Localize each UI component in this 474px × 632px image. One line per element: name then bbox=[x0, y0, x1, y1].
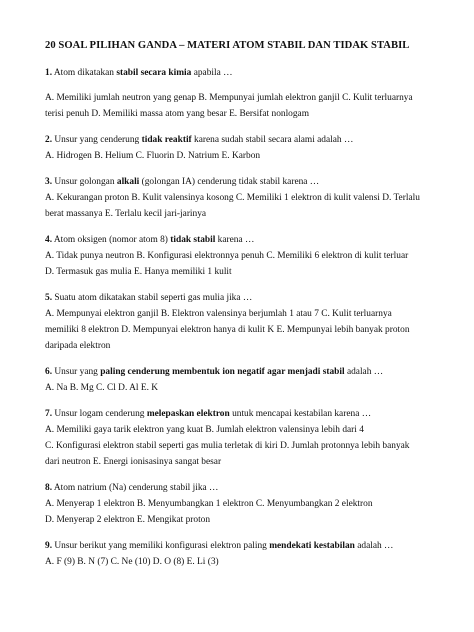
question-stem: 8. Atom natrium (Na) cenderung stabil jika … bbox=[45, 483, 219, 493]
question-options-line: A. Memiliki gaya tarik elektron yang kuat B. Jumlah elektron valensinya lebih dari 4 bbox=[45, 425, 364, 435]
stem-emphasis: alkali bbox=[116, 177, 140, 187]
question-options-line: D. Menyerap 2 elektron E. Mengikat proton bbox=[45, 515, 211, 525]
document-title: 20 SOAL PILIHAN GANDA – MATERI ATOM STABIL DAN TIDAK STABIL bbox=[45, 40, 410, 51]
question-options-line: daripada elektron bbox=[45, 341, 111, 351]
question-options-line: berat massanya E. Terlalu kecil jari-jarinya bbox=[45, 209, 207, 219]
question-5 bbox=[45, 291, 436, 353]
question-number: 6. bbox=[45, 367, 53, 377]
question-options-line: C. Konfigurasi elektron stabil seperti gas mulia terletak di kiri D. Jumlah protonnya lebih banyak bbox=[45, 441, 410, 451]
question-options-line: A. Na B. Mg C. Cl D. Al E. K bbox=[45, 383, 159, 393]
question-2 bbox=[45, 133, 436, 163]
question-number: 5. bbox=[45, 293, 53, 303]
question-stem: 4. Atom oksigen (nomor atom 8) tidak stabil karena … bbox=[45, 235, 255, 245]
question-options-line: A. Tidak punya neutron B. Konfigurasi elektronnya penuh C. Memiliki 6 elektron di kulit terluar bbox=[45, 251, 409, 261]
question-3 bbox=[45, 175, 436, 221]
question-number: 1. bbox=[45, 68, 53, 78]
question-stem: 3. Unsur golongan alkali (golongan IA) cenderung tidak stabil karena … bbox=[45, 177, 320, 187]
question-number: 4. bbox=[45, 235, 53, 245]
question-stem: 5. Suatu atom dikatakan stabil seperti gas mulia jika … bbox=[45, 293, 253, 303]
question-options-line: A. Memiliki jumlah neutron yang genap B. Mempunyai jumlah elektron ganjil C. Kulit terluarnya bbox=[45, 93, 413, 103]
question-number: 7. bbox=[45, 409, 53, 419]
question-number: 9. bbox=[45, 541, 53, 551]
question-stem: 7. Unsur logam cenderung melepaskan elektron untuk mencapai kestabilan karena … bbox=[45, 409, 372, 419]
question-options-line: terisi penuh D. Memiliki massa atom yang besar E. Bersifat nonlogam bbox=[45, 109, 310, 119]
question-options-line: A. Kekurangan proton B. Kulit valensinya kosong C. Memiliki 1 elektron di kulit valensi D. Terlalu bbox=[45, 193, 420, 203]
question-number: 8. bbox=[45, 483, 53, 493]
stem-emphasis: tidak stabil bbox=[170, 235, 216, 245]
stem-emphasis: tidak reaktif bbox=[141, 135, 192, 145]
question-6 bbox=[45, 365, 436, 395]
stem-emphasis: stabil secara kimia bbox=[116, 68, 192, 78]
stem-emphasis: paling cenderung membentuk ion negatif agar menjadi stabil bbox=[100, 367, 345, 377]
question-number: 2. bbox=[45, 135, 53, 145]
stem-emphasis: melepaskan elektron bbox=[146, 409, 230, 419]
question-options-line: A. Mempunyai elektron ganjil B. Elektron valensinya berjumlah 1 atau 7 C. Kulit terluarnya bbox=[45, 309, 392, 319]
question-4 bbox=[45, 233, 436, 279]
question-stem: 2. Unsur yang cenderung tidak reaktif karena sudah stabil secara alami adalah … bbox=[45, 135, 354, 145]
question-options-line: memiliki 8 elektron D. Mempunyai elektron hanya di kulit K E. Mempunyai lebih banyak proton bbox=[45, 325, 410, 335]
question-options-line: dari neutron E. Energi ionisasinya sangat besar bbox=[45, 457, 222, 467]
question-9 bbox=[45, 539, 436, 569]
question-number: 3. bbox=[45, 177, 53, 187]
question-stem: 6. Unsur yang paling cenderung membentuk ion negatif agar menjadi stabil adalah … bbox=[45, 367, 384, 377]
question-stem: 1. Atom dikatakan stabil secara kimia apabila … bbox=[45, 68, 233, 78]
question-options-line: D. Termasuk gas mulia E. Hanya memiliki 1 kulit bbox=[45, 267, 232, 277]
question-options-line: A. Menyerap 1 elektron B. Menyumbangkan 1 elektron C. Menyumbangkan 2 elektron bbox=[45, 499, 373, 509]
question-options-line: A. Hidrogen B. Helium C. Fluorin D. Natrium E. Karbon bbox=[45, 151, 261, 161]
question-7 bbox=[45, 407, 436, 469]
question-1 bbox=[45, 66, 436, 121]
question-8 bbox=[45, 481, 436, 527]
question-stem: 9. Unsur berikut yang memiliki konfigurasi elektron paling mendekati kestabilan adalah … bbox=[45, 541, 394, 551]
question-options-line: A. F (9) B. N (7) C. Ne (10) D. O (8) E. Li (3) bbox=[45, 557, 219, 567]
stem-emphasis: mendekati kestabilan bbox=[269, 541, 355, 551]
